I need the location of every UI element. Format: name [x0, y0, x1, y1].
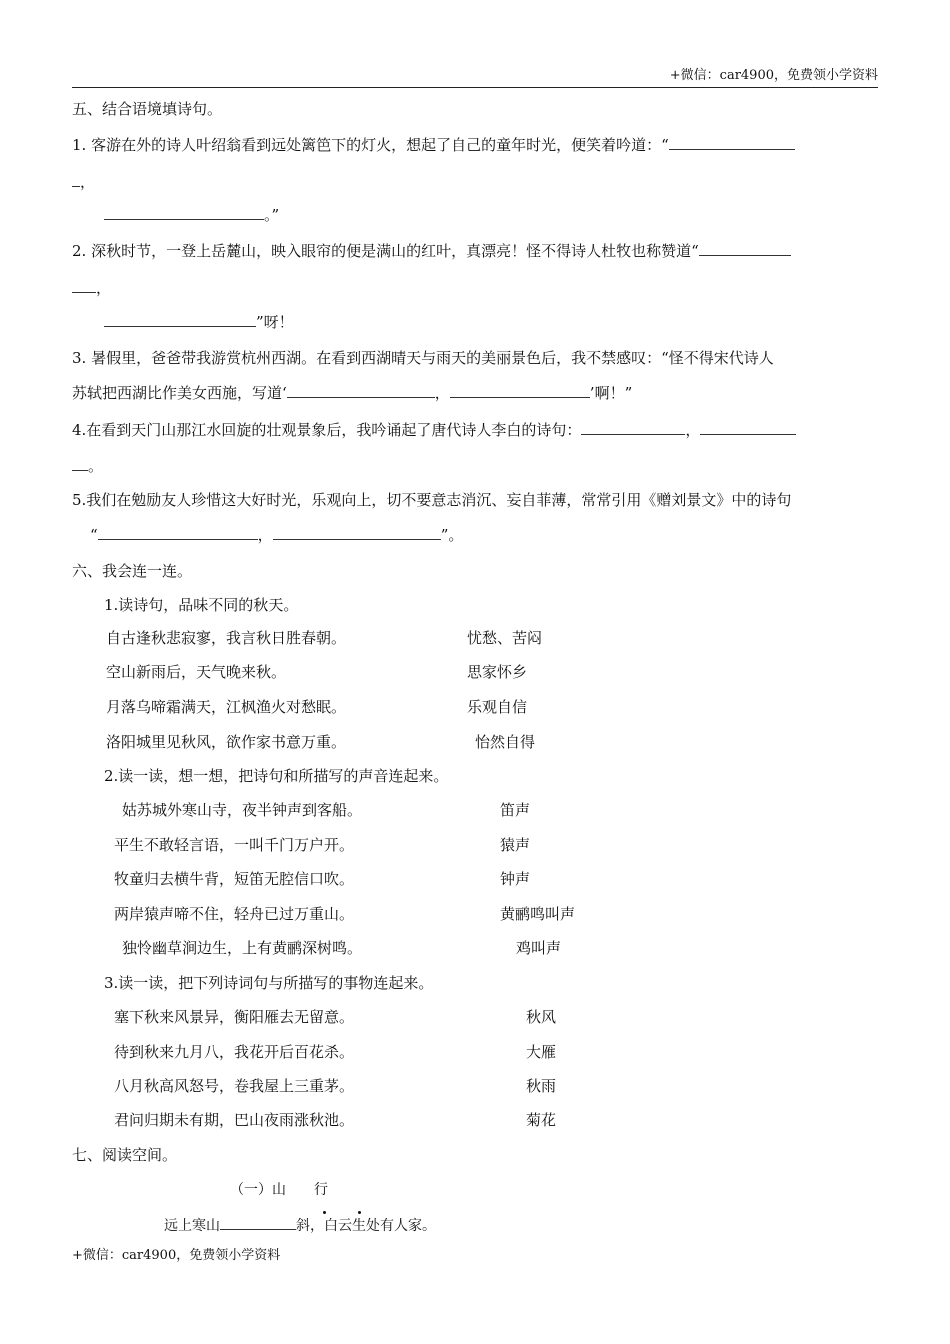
- q2-text: 2. 深秋时节，一登上岳麓山，映入眼帘的便是满山的红叶，真漂亮！怪不得诗人杜牧也称赞道“: [72, 241, 791, 261]
- q1-cont: ，: [72, 172, 95, 192]
- g1-right-2[interactable]: 思家怀乡: [467, 663, 528, 681]
- g1-left-1[interactable]: 自古逢秋悲寂寥，我言秋日胜春朝。: [106, 629, 347, 647]
- g3-left-3[interactable]: 八月秋高风怒号，卷我屋上三重茅。: [114, 1077, 355, 1095]
- q5-blank-1[interactable]: [98, 525, 258, 540]
- q4-blank-1[interactable]: [581, 420, 685, 435]
- q5-blank-2[interactable]: [273, 525, 441, 540]
- g3-right-3[interactable]: 秋雨: [526, 1077, 557, 1095]
- g2-left-1[interactable]: 姑苏城外寒山寺，夜半钟声到客船。: [122, 801, 363, 819]
- header-rule: [72, 87, 878, 88]
- g1-right-1[interactable]: 忧愁、苦闷: [467, 629, 543, 647]
- g3-left-2[interactable]: 待到秋来九月八，我花开后百花杀。: [114, 1043, 355, 1061]
- footer-note: +微信：car4900，免费领小学资料: [72, 1248, 281, 1263]
- q5-text: 5.我们在勉励友人珍惜这大好时光，乐观向上，切不要意志消沉、妄自菲薄，常常引用《赠刘景文》中的诗句: [72, 491, 792, 509]
- q4-blank-2[interactable]: [700, 420, 796, 435]
- g1-right-4[interactable]: 怡然自得: [475, 733, 536, 751]
- g3-right-4[interactable]: 菊花: [526, 1111, 557, 1129]
- q3-text: 3. 暑假里，爸爸带我游赏杭州西湖。在看到西湖晴天与雨天的美丽景色后，我不禁感叹：“怪不得宋代诗人: [72, 349, 774, 367]
- q2-blank-1-cont[interactable]: [72, 278, 96, 293]
- q4-blank-2-cont[interactable]: [72, 456, 88, 471]
- g3-right-1[interactable]: 秋风: [526, 1008, 557, 1026]
- q1-text: 1. 客游在外的诗人叶绍翁看到远处篱笆下的灯火，想起了自己的童年时光，便笑着吟道：“: [72, 135, 795, 155]
- g1-left-3[interactable]: 月落乌啼霜满天，江枫渔火对愁眠。: [106, 698, 347, 716]
- section5-title: 五、结合语境填诗句。: [72, 100, 223, 118]
- g2-left-4[interactable]: 两岸猿声啼不住，轻舟已过万重山。: [114, 905, 355, 923]
- q2-blank-2[interactable]: [104, 312, 256, 327]
- g3-right-2[interactable]: 大雁: [526, 1043, 557, 1061]
- g2-right-1[interactable]: 笛声: [500, 801, 531, 819]
- q1-line2: 。”: [104, 205, 279, 225]
- g2-right-4[interactable]: 黄鹂鸣叫声: [500, 905, 576, 923]
- q2-line2: ”呀！: [104, 312, 294, 332]
- q1-blank-1-cont[interactable]: [72, 172, 80, 187]
- q3-blank-2[interactable]: [450, 383, 590, 398]
- g1-right-3[interactable]: 乐观自信: [467, 698, 528, 716]
- q3-line2: 苏轼把西湖比作美女西施，写道‘ ， ’啊！”: [72, 384, 633, 402]
- g2-right-3[interactable]: 钟声: [500, 870, 531, 888]
- g3-left-1[interactable]: 塞下秋来风景异，衡阳雁去无留意。: [114, 1008, 355, 1026]
- group1-title: 1.读诗句，品味不同的秋天。: [104, 596, 299, 614]
- g2-left-5[interactable]: 独怜幽草涧边生，上有黄鹂深树鸣。: [122, 939, 363, 957]
- q4-cont: 。: [72, 456, 103, 476]
- q3-blank-1[interactable]: [287, 383, 435, 398]
- group3-title: 3.读一读，把下列诗词句与所描写的事物连起来。: [104, 974, 434, 992]
- poem-blank-1[interactable]: [220, 1215, 296, 1230]
- section7-title: 七、阅读空间。: [72, 1146, 178, 1164]
- q2-blank-1[interactable]: [699, 241, 791, 256]
- q4-text: 4.在看到天门山那江水回旋的壮观景象后，我吟诵起了唐代诗人李白的诗句： ，: [72, 420, 796, 440]
- g1-left-4[interactable]: 洛阳城里见秋风，欲作家书意万重。: [106, 733, 347, 751]
- g3-left-4[interactable]: 君问归期未有期，巴山夜雨涨秋池。: [114, 1111, 355, 1129]
- poem-title: （一）山 行: [230, 1182, 328, 1198]
- q1-blank-1[interactable]: [669, 135, 795, 150]
- g2-right-2[interactable]: 猿声: [500, 836, 531, 854]
- q5-line2: “ ， ”。: [90, 526, 464, 544]
- g2-right-5[interactable]: 鸡叫声: [516, 939, 562, 957]
- poem-line-1: 远上寒山 斜，白云生处有人家。: [164, 1215, 436, 1236]
- group2-title: 2.读一读，想一想，把诗句和所描写的声音连起来。: [104, 767, 449, 785]
- g1-left-2[interactable]: 空山新雨后，天气晚来秋。: [106, 663, 287, 681]
- q2-cont: ，: [72, 278, 111, 298]
- g2-left-2[interactable]: 平生不敢轻言语，一叫千门万户开。: [114, 836, 355, 854]
- section6-title: 六、我会连一连。: [72, 562, 193, 580]
- q1-blank-2[interactable]: [104, 205, 264, 220]
- g2-left-3[interactable]: 牧童归去横牛背，短笛无腔信口吹。: [114, 870, 355, 888]
- header-note: +微信：car4900，免费领小学资料: [669, 68, 878, 83]
